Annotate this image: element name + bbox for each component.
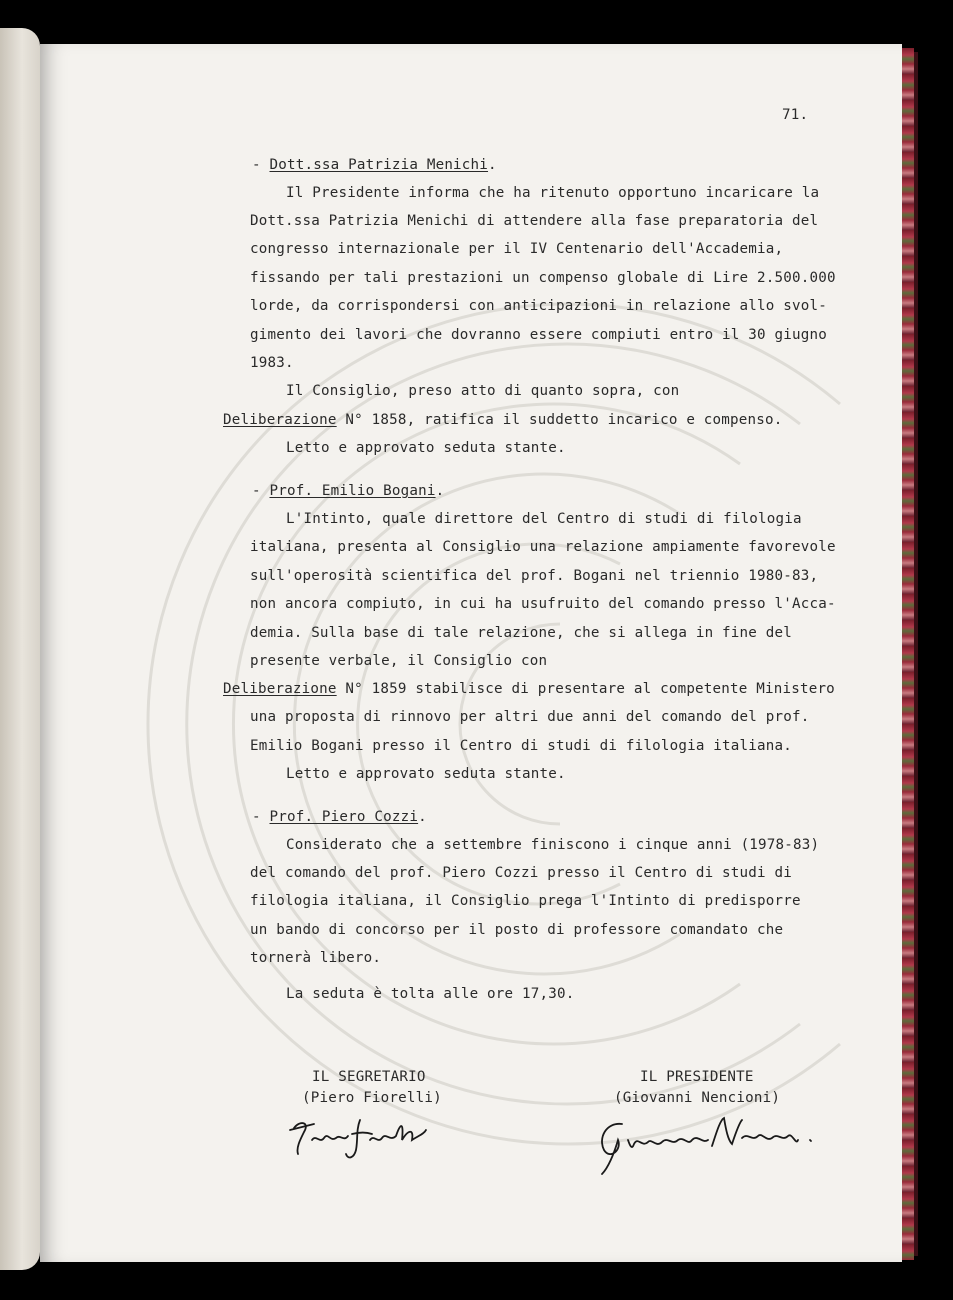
- body-line: Considerato che a settembre finiscono i cinque anni (1978-83): [286, 837, 820, 853]
- body-line: congresso internazionale per il IV Centenario dell'Accademia,: [250, 241, 784, 257]
- body-line: Dott.ssa Patrizia Menichi di attendere alla fase preparatoria del: [250, 213, 819, 229]
- body-line: italiana, presenta al Consiglio una relazione ampiamente favorevole: [250, 539, 836, 555]
- deliberation-line: [223, 680, 835, 698]
- body-line: presente verbale, il Consiglio con: [250, 653, 548, 669]
- secretary-signature: [286, 1110, 436, 1166]
- body-line: fissando per tali prestazioni un compenso globale di Lire 2.500.000: [250, 270, 836, 286]
- section-heading-bogani: - Prof. Emilio Bogani.: [252, 483, 445, 499]
- body-line: Emilio Bogani presso il Centro di studi di filologia italiana.: [250, 738, 792, 754]
- body-line: filologia italiana, il Consiglio prega l'Intinto di predisporre: [250, 893, 801, 909]
- approved-line: Letto e approvato seduta stante.: [286, 440, 566, 456]
- deliberation-text: N° 1859 stabilisce di presentare al competente Ministero: [336, 681, 835, 697]
- body-line: Il Consiglio, preso atto di quanto sopra, con: [286, 383, 680, 399]
- body-line: gimento dei lavori che dovranno essere compiuti entro il 30 giugno: [250, 327, 827, 343]
- body-line: demia. Sulla base di tale relazione, che si allega in fine del: [250, 625, 792, 641]
- body-line: sull'operosità scientifica del prof. Bogani nel triennio 1980-83,: [250, 568, 819, 584]
- deliberation-text: N° 1858, ratifica il suddetto incarico e compenso.: [336, 412, 783, 428]
- body-line: un bando di concorso per il posto di professore comandato che: [250, 922, 784, 938]
- heading-menichi-text: Dott.ssa Patrizia Menichi: [269, 157, 489, 173]
- document-page: [40, 44, 902, 1262]
- book-cover-edge: [914, 52, 918, 1256]
- approved-line: Letto e approvato seduta stante.: [286, 766, 566, 782]
- body-line: una proposta di rinnovo per altri due anni del comando del prof.: [250, 709, 810, 725]
- body-line: 1983.: [250, 355, 294, 371]
- section-heading-cozzi: - Prof. Piero Cozzi.: [252, 809, 427, 825]
- heading-bogani-text: Prof. Emilio Bogani: [269, 483, 436, 499]
- heading-cozzi-text: Prof. Piero Cozzi: [269, 809, 419, 825]
- president-signature: [592, 1110, 822, 1180]
- body-line: non ancora compiuto, in cui ha usufruito del comando presso l'Acca-: [250, 596, 836, 612]
- secretary-name: (Piero Fiorelli): [302, 1090, 442, 1106]
- body-line: Il Presidente informa che ha ritenuto opportuno incaricare la: [286, 185, 820, 201]
- body-line: lorde, da corrispondersi con anticipazioni in relazione allo svol-: [250, 298, 827, 314]
- deliberation-label: Deliberazione: [223, 412, 337, 428]
- book-edge-marbled: [902, 48, 914, 1260]
- deliberation-line: [223, 411, 782, 429]
- section-heading-menichi: - Dott.ssa Patrizia Menichi.: [252, 157, 497, 173]
- body-line: del comando del prof. Piero Cozzi presso il Centro di studi di: [250, 865, 792, 881]
- closing-line: La seduta è tolta alle ore 17,30.: [286, 986, 575, 1002]
- page-number: 71.: [782, 107, 809, 123]
- secretary-title: IL SEGRETARIO: [312, 1069, 426, 1085]
- president-name: (Giovanni Nencioni): [614, 1090, 781, 1106]
- facing-page-edge: [0, 28, 40, 1270]
- president-title: IL PRESIDENTE: [640, 1069, 754, 1085]
- deliberation-label: Deliberazione: [223, 681, 337, 697]
- body-line: tornerà libero.: [250, 950, 382, 966]
- body-line: L'Intinto, quale direttore del Centro di studi di filologia: [286, 511, 802, 527]
